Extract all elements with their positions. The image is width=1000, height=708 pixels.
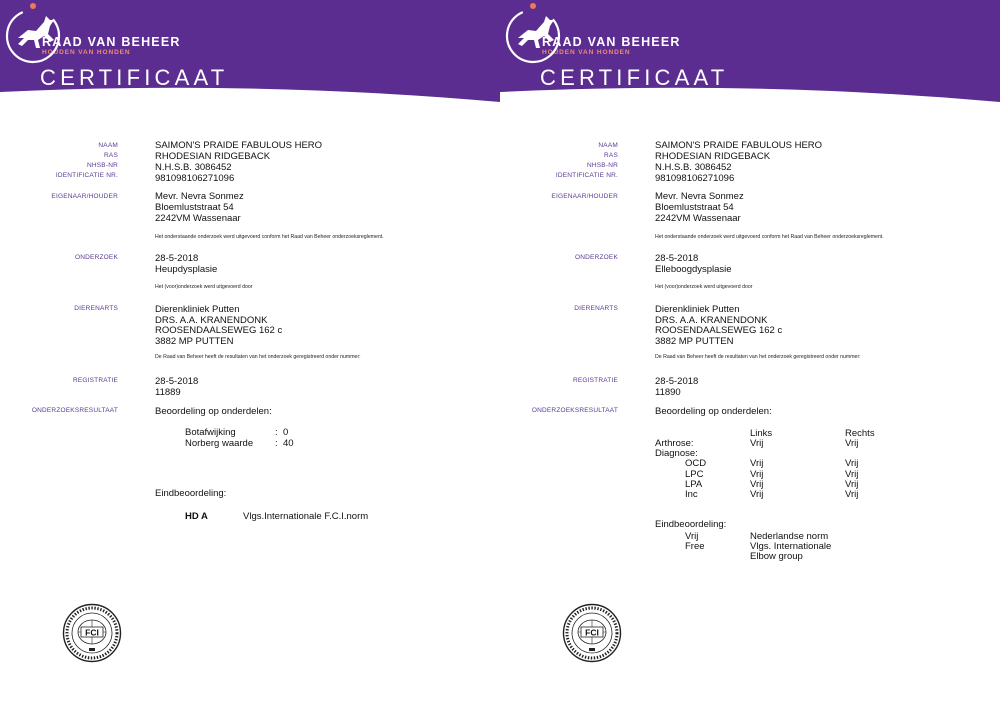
dog-breed: RHODESIAN RIDGEBACK [155,151,271,162]
org-name: RAAD VAN BEHEER [42,35,181,49]
final-norm: Elbow group [750,551,803,562]
diagnose-row-label: LPC [685,469,704,480]
result-heading: Beoordeling op onderdelen: [655,406,772,417]
note-registered: De Raad van Beheer heeft de resultaten van het onderzoek geregistreerd onder nummer: [155,354,361,360]
diagnose-row-label: Inc [685,489,698,500]
note-voor: Het (voor)onderzoek werd uitgevoerd door [155,284,253,290]
vet-clinic: Dierenkliniek Putten [155,304,240,315]
arthrose-rechts: Vrij [845,438,859,449]
final-norm: Nederlandse norm [750,531,829,542]
note-registered: De Raad van Beheer heeft de resultaten van het onderzoek geregistreerd onder nummer: [655,354,861,360]
vet-clinic: Dierenkliniek Putten [655,304,740,315]
dog-chip-id: 981098106271096 [655,173,735,184]
diagnose-row-links: Vrij [750,489,764,500]
diagnose-row-label: OCD [685,458,707,469]
label-onderzoeksresultaat: ONDERZOEKSRESULTAAT [531,407,618,414]
label-ras: RAS [604,152,618,159]
label-nhsb: NHSB-NR [86,162,118,169]
registration-date: 28-5-2018 [655,376,699,387]
result-heading: Beoordeling op onderdelen: [155,406,272,417]
fci-text: FCI [585,627,599,638]
raad-van-beheer-dog-logo-icon [500,0,566,66]
certificate-header [500,0,1000,110]
label-naam: NAAM [598,142,618,149]
certificate-title: CERTIFICAAT [40,65,229,90]
exam-type: Elleboogdysplasie [655,264,732,275]
result-row-sep: : [275,427,278,438]
certificate-header [0,0,500,110]
col-rechts-header: Rechts [845,428,875,439]
diagnose-row-rechts: Vrij [845,469,859,480]
owner-name: Mevr. Nevra Sonmez [655,191,744,202]
dog-name: SAIMON'S PRAIDE FABULOUS HERO [655,140,823,151]
label-onderzoek: ONDERZOEK [575,254,618,261]
label-eigenaar: EIGENAAR/HOUDER [551,193,618,200]
result-row-sep: : [275,438,278,449]
owner-city: 2242VM Wassenaar [155,213,241,224]
label-onderzoek: ONDERZOEK [75,254,118,261]
diagnose-row-label: LPA [685,479,703,490]
registration-number: 11889 [155,387,181,398]
final-grade: HD A [185,511,208,522]
label-onderzoeksresultaat: ONDERZOEKSRESULTAAT [31,407,118,414]
vet-street: ROOSENDAALSEWEG 162 c [655,325,783,336]
final-grade: Free [685,541,705,552]
dog-nhsb: N.H.S.B. 3086452 [655,162,732,173]
label-identificatie: IDENTIFICATIE NR. [555,172,618,179]
owner-name: Mevr. Nevra Sonmez [155,191,244,202]
certificate-elbow [500,0,1000,708]
org-name: RAAD VAN BEHEER [542,35,681,49]
label-identificatie: IDENTIFICATIE NR. [55,172,118,179]
dog-breed: RHODESIAN RIDGEBACK [655,151,771,162]
vet-street: ROOSENDAALSEWEG 162 c [155,325,283,336]
result-row-label: Norberg waarde [185,438,254,449]
label-eigenaar: EIGENAAR/HOUDER [51,193,118,200]
dog-name: SAIMON'S PRAIDE FABULOUS HERO [155,140,323,151]
exam-date: 28-5-2018 [655,253,699,264]
label-registratie: REGISTRATIE [72,377,118,384]
fci-seal-icon [562,603,622,663]
label-nhsb: NHSB-NR [586,162,618,169]
diagnose-row-rechts: Vrij [845,458,859,469]
dog-nhsb: N.H.S.B. 3086452 [155,162,232,173]
arthrose-label: Arthrose: [655,438,694,449]
diagnose-row-links: Vrij [750,479,764,490]
final-grade: Vrij [685,531,699,542]
note-voor: Het (voor)onderzoek werd uitgevoerd door [655,284,753,290]
dog-chip-id: 981098106271096 [155,173,235,184]
label-registratie: REGISTRATIE [572,377,618,384]
diagnose-row-links: Vrij [750,469,764,480]
arthrose-links: Vrij [750,438,764,449]
result-row-value: 40 [283,438,294,449]
vet-city: 3882 MP PUTTEN [155,336,234,347]
label-dierenarts: DIERENARTS [574,305,618,312]
final-norm: Vlgs. Internationale [750,541,832,552]
col-links-header: Links [750,428,773,439]
registration-number: 11890 [655,387,681,398]
registration-date: 28-5-2018 [155,376,199,387]
vet-doctor: DRS. A.A. KRANENDONK [155,315,268,326]
owner-street: Bloemluststraat 54 [655,202,734,213]
owner-city: 2242VM Wassenaar [655,213,741,224]
org-tagline: HOUDEN VAN HONDEN [42,49,131,56]
label-ras: RAS [104,152,118,159]
org-tagline: HOUDEN VAN HONDEN [542,49,631,56]
diagnose-label: Diagnose: [655,448,698,459]
final-norm: Vlgs.Internationale F.C.I.norm [243,511,369,522]
result-row-label: Botafwijking [185,427,236,438]
fci-seal-icon [62,603,122,663]
exam-date: 28-5-2018 [155,253,199,264]
raad-van-beheer-dog-logo-icon [0,0,66,66]
owner-street: Bloemluststraat 54 [155,202,234,213]
final-heading: Eindbeoordeling: [655,519,727,530]
note-conform: Het onderstaande onderzoek werd uitgevoerd conform het Raad van Beheer onderzoeksreglement. [155,234,384,240]
vet-doctor: DRS. A.A. KRANENDONK [655,315,768,326]
exam-type: Heupdysplasie [155,264,218,275]
final-heading: Eindbeoordeling: [155,488,227,499]
diagnose-row-rechts: Vrij [845,479,859,490]
label-naam: NAAM [98,142,118,149]
vet-city: 3882 MP PUTTEN [655,336,734,347]
diagnose-row-links: Vrij [750,458,764,469]
certificate-title: CERTIFICAAT [540,65,729,90]
result-row-value: 0 [283,427,289,438]
diagnose-row-rechts: Vrij [845,489,859,500]
label-dierenarts: DIERENARTS [74,305,118,312]
note-conform: Het onderstaande onderzoek werd uitgevoerd conform het Raad van Beheer onderzoeksreglement. [655,234,884,240]
fci-text: FCI [85,627,99,638]
